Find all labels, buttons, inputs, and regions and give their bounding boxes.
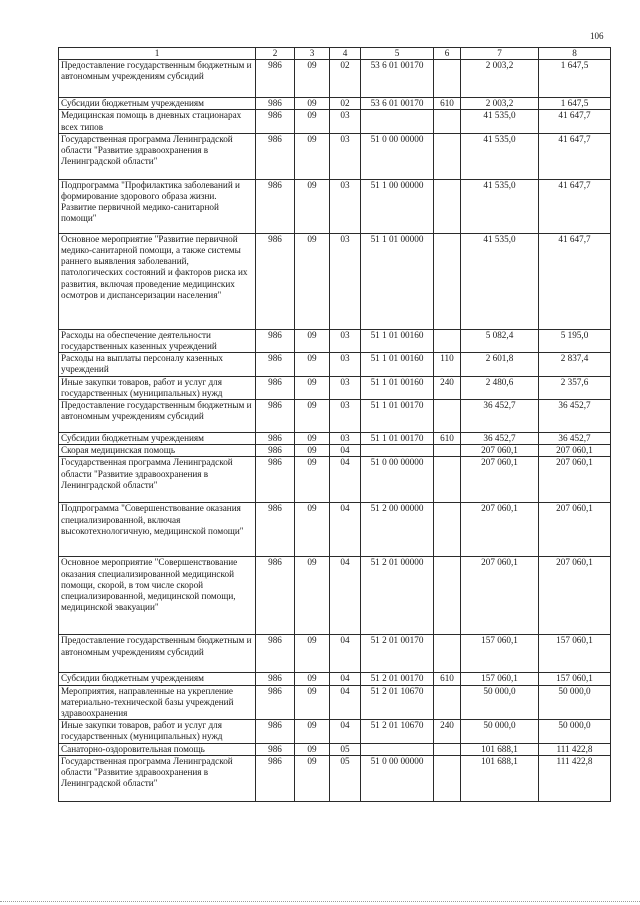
subsection-cell: 03 [330,233,361,329]
row-name-cell: Подпрограмма "Профилактика заболеваний и формирование здорового образа жизни. Развитие первичной медико-санитарной помощи" [59,179,256,233]
amount-year2-cell: 111 422,8 [539,743,611,755]
expense-type-cell [434,233,461,329]
subsection-cell: 04 [330,557,361,635]
row-name-cell: Расходы на обеспечение деятельности государственных казенных учреждений [59,329,256,352]
amount-year1-cell: 207 060,1 [461,503,539,557]
amount-year1-cell: 41 535,0 [461,133,539,179]
column-header: 5 [361,48,434,60]
column-header: 8 [539,48,611,60]
target-article-cell: 51 2 01 00170 [361,635,434,673]
table-row [59,110,611,133]
table-row [59,353,611,376]
subsection-cell: 03 [330,110,361,133]
column-header: 1 [59,48,256,60]
table-row [59,133,611,179]
table-row [59,720,611,743]
amount-year2-cell: 1 647,5 [539,98,611,110]
amount-year2-cell: 36 452,7 [539,400,611,433]
subsection-cell: 03 [330,329,361,352]
admin-code-cell: 986 [256,673,295,685]
target-article-cell: 51 2 01 10670 [361,685,434,720]
expense-type-cell [434,743,461,755]
admin-code-cell: 986 [256,60,295,98]
row-name-cell: Предоставление государственным бюджетным и автономным учреждениям субсидий [59,635,256,673]
row-name-cell: Медицинская помощь в дневных стационарах всех типов [59,110,256,133]
amount-year1-cell: 36 452,7 [461,433,539,445]
target-article-cell: 51 0 00 00000 [361,457,434,503]
expense-type-cell [434,60,461,98]
subsection-cell: 03 [330,133,361,179]
section-cell: 09 [295,457,330,503]
expense-type-cell [434,503,461,557]
expense-type-cell [434,179,461,233]
table-row [59,376,611,399]
section-cell: 09 [295,98,330,110]
expense-type-cell [434,133,461,179]
row-name-cell: Иные закупки товаров, работ и услуг для государственных (муниципальных) нужд [59,720,256,743]
amount-year2-cell: 41 647,7 [539,133,611,179]
subsection-cell: 03 [330,376,361,399]
section-cell: 09 [295,743,330,755]
amount-year2-cell: 50 000,0 [539,685,611,720]
amount-year2-cell: 157 060,1 [539,635,611,673]
amount-year1-cell: 50 000,0 [461,685,539,720]
section-cell: 09 [295,755,330,801]
target-article-cell: 51 2 01 00000 [361,557,434,635]
table-row [59,673,611,685]
amount-year1-cell: 157 060,1 [461,635,539,673]
admin-code-cell: 986 [256,179,295,233]
table-row [59,433,611,445]
section-cell: 09 [295,673,330,685]
subsection-cell: 04 [330,685,361,720]
table-row [59,98,611,110]
target-article-cell: 51 2 00 00000 [361,503,434,557]
admin-code-cell: 986 [256,755,295,801]
expense-type-cell: 610 [434,98,461,110]
table-row [59,557,611,635]
admin-code-cell: 986 [256,445,295,457]
admin-code-cell: 986 [256,233,295,329]
table-header-row [59,48,611,60]
admin-code-cell: 986 [256,376,295,399]
expense-type-cell [434,400,461,433]
amount-year2-cell: 1 647,5 [539,60,611,98]
section-cell: 09 [295,233,330,329]
expense-type-cell: 610 [434,433,461,445]
amount-year1-cell: 41 535,0 [461,233,539,329]
amount-year1-cell: 5 082,4 [461,329,539,352]
admin-code-cell: 986 [256,133,295,179]
amount-year2-cell: 2 837,4 [539,353,611,376]
target-article-cell: 53 6 01 00170 [361,98,434,110]
admin-code-cell: 986 [256,743,295,755]
table-row [59,743,611,755]
admin-code-cell: 986 [256,685,295,720]
amount-year2-cell: 41 647,7 [539,110,611,133]
section-cell: 09 [295,557,330,635]
expense-type-cell [434,329,461,352]
row-name-cell: Иные закупки товаров, работ и услуг для государственных (муниципальных) нужд [59,376,256,399]
admin-code-cell: 986 [256,635,295,673]
admin-code-cell: 986 [256,457,295,503]
amount-year1-cell: 101 688,1 [461,743,539,755]
target-article-cell: 51 0 00 00000 [361,755,434,801]
subsection-cell: 03 [330,433,361,445]
amount-year2-cell: 157 060,1 [539,673,611,685]
section-cell: 09 [295,635,330,673]
expense-type-cell [434,110,461,133]
section-cell: 09 [295,685,330,720]
admin-code-cell: 986 [256,503,295,557]
target-article-cell: 51 1 01 00160 [361,376,434,399]
subsection-cell: 03 [330,179,361,233]
table-row [59,685,611,720]
row-name-cell: Скорая медицинская помощь [59,445,256,457]
target-article-cell [361,445,434,457]
row-name-cell: Субсидии бюджетным учреждениям [59,98,256,110]
expense-type-cell: 240 [434,376,461,399]
expense-type-cell: 610 [434,673,461,685]
section-cell: 09 [295,60,330,98]
admin-code-cell: 986 [256,98,295,110]
section-cell: 09 [295,353,330,376]
subsection-cell: 04 [330,635,361,673]
target-article-cell: 51 1 01 00170 [361,433,434,445]
amount-year1-cell: 101 688,1 [461,755,539,801]
subsection-cell: 04 [330,457,361,503]
row-name-cell: Мероприятия, направленные на укрепление материально-технической базы учреждений здравоохранения [59,685,256,720]
subsection-cell: 02 [330,60,361,98]
amount-year2-cell: 207 060,1 [539,557,611,635]
admin-code-cell: 986 [256,557,295,635]
section-cell: 09 [295,445,330,457]
target-article-cell: 51 1 01 00160 [361,353,434,376]
admin-code-cell: 986 [256,400,295,433]
table-row [59,60,611,98]
row-name-cell: Предоставление государственным бюджетным и автономным учреждениям субсидий [59,60,256,98]
expense-type-cell [434,755,461,801]
page-number: 106 [590,31,604,41]
subsection-cell: 04 [330,673,361,685]
target-article-cell: 53 6 01 00170 [361,60,434,98]
admin-code-cell: 986 [256,433,295,445]
row-name-cell: Основное мероприятие "Развитие первичной медико-санитарной помощи, а также системы раннего выявления заболеваний, патологических состояний и факторов риска их развития, включая проведение медицинских осмотров и диспансеризации населения" [59,233,256,329]
table-row [59,329,611,352]
admin-code-cell: 986 [256,329,295,352]
column-header: 4 [330,48,361,60]
amount-year2-cell: 207 060,1 [539,503,611,557]
amount-year1-cell: 207 060,1 [461,457,539,503]
table-row [59,503,611,557]
amount-year1-cell: 36 452,7 [461,400,539,433]
row-name-cell: Основное мероприятие "Совершенствование оказания специализированной медицинской помощи, скорой, в том числе скорой специализированной, медицинской помощи, медицинской эвакуации" [59,557,256,635]
row-name-cell: Государственная программа Ленинградской области "Развитие здравоохранения в Ленинградской области" [59,457,256,503]
amount-year1-cell: 50 000,0 [461,720,539,743]
table-row [59,233,611,329]
row-name-cell: Расходы на выплаты персоналу казенных учреждений [59,353,256,376]
row-name-cell: Санаторно-оздоровительная помощь [59,743,256,755]
amount-year2-cell: 207 060,1 [539,445,611,457]
table-row [59,400,611,433]
column-header: 6 [434,48,461,60]
section-cell: 09 [295,400,330,433]
subsection-cell: 02 [330,98,361,110]
amount-year1-cell: 157 060,1 [461,673,539,685]
row-name-cell: Государственная программа Ленинградской области "Развитие здравоохранения в Ленинградской области" [59,755,256,801]
section-cell: 09 [295,329,330,352]
column-header: 7 [461,48,539,60]
row-name-cell: Субсидии бюджетным учреждениям [59,673,256,685]
column-header: 3 [295,48,330,60]
subsection-cell: 04 [330,445,361,457]
section-cell: 09 [295,503,330,557]
admin-code-cell: 986 [256,720,295,743]
subsection-cell: 04 [330,503,361,557]
amount-year2-cell: 41 647,7 [539,233,611,329]
section-cell: 09 [295,179,330,233]
expense-type-cell: 240 [434,720,461,743]
expense-type-cell: 110 [434,353,461,376]
amount-year1-cell: 41 535,0 [461,179,539,233]
table-row [59,635,611,673]
section-cell: 09 [295,376,330,399]
column-header: 2 [256,48,295,60]
row-name-cell: Предоставление государственным бюджетным и автономным учреждениям субсидий [59,400,256,433]
expense-type-cell [434,635,461,673]
amount-year1-cell: 2 003,2 [461,98,539,110]
target-article-cell [361,743,434,755]
expense-type-cell [434,457,461,503]
expense-type-cell [434,557,461,635]
target-article-cell: 51 2 01 10670 [361,720,434,743]
subsection-cell: 05 [330,755,361,801]
row-name-cell: Государственная программа Ленинградской области "Развитие здравоохранения в Ленинградской области" [59,133,256,179]
section-cell: 09 [295,133,330,179]
amount-year1-cell: 207 060,1 [461,557,539,635]
expense-type-cell [434,445,461,457]
target-article-cell: 51 1 01 00000 [361,233,434,329]
expense-type-cell [434,685,461,720]
subsection-cell: 03 [330,353,361,376]
amount-year2-cell: 36 452,7 [539,433,611,445]
amount-year1-cell: 2 601,8 [461,353,539,376]
admin-code-cell: 986 [256,353,295,376]
subsection-cell: 04 [330,720,361,743]
target-article-cell: 51 1 00 00000 [361,179,434,233]
table-row [59,179,611,233]
row-name-cell: Подпрограмма "Совершенствование оказания специализированной, включая высокотехнологичную, медицинской помощи" [59,503,256,557]
amount-year1-cell: 2 003,2 [461,60,539,98]
target-article-cell: 51 1 01 00170 [361,400,434,433]
amount-year2-cell: 2 357,6 [539,376,611,399]
amount-year2-cell: 207 060,1 [539,457,611,503]
admin-code-cell: 986 [256,110,295,133]
amount-year2-cell: 41 647,7 [539,179,611,233]
table-row [59,457,611,503]
page-bottom-edge [0,901,640,903]
row-name-cell: Субсидии бюджетным учреждениям [59,433,256,445]
target-article-cell: 51 2 01 00170 [361,673,434,685]
amount-year2-cell: 50 000,0 [539,720,611,743]
subsection-cell: 03 [330,400,361,433]
section-cell: 09 [295,433,330,445]
amount-year2-cell: 111 422,8 [539,755,611,801]
amount-year1-cell: 207 060,1 [461,445,539,457]
target-article-cell: 51 1 01 00160 [361,329,434,352]
subsection-cell: 05 [330,743,361,755]
budget-table [58,47,611,802]
target-article-cell [361,110,434,133]
table-row [59,755,611,801]
target-article-cell: 51 0 00 00000 [361,133,434,179]
table-row [59,445,611,457]
amount-year1-cell: 2 480,6 [461,376,539,399]
section-cell: 09 [295,720,330,743]
amount-year2-cell: 5 195,0 [539,329,611,352]
amount-year1-cell: 41 535,0 [461,110,539,133]
section-cell: 09 [295,110,330,133]
